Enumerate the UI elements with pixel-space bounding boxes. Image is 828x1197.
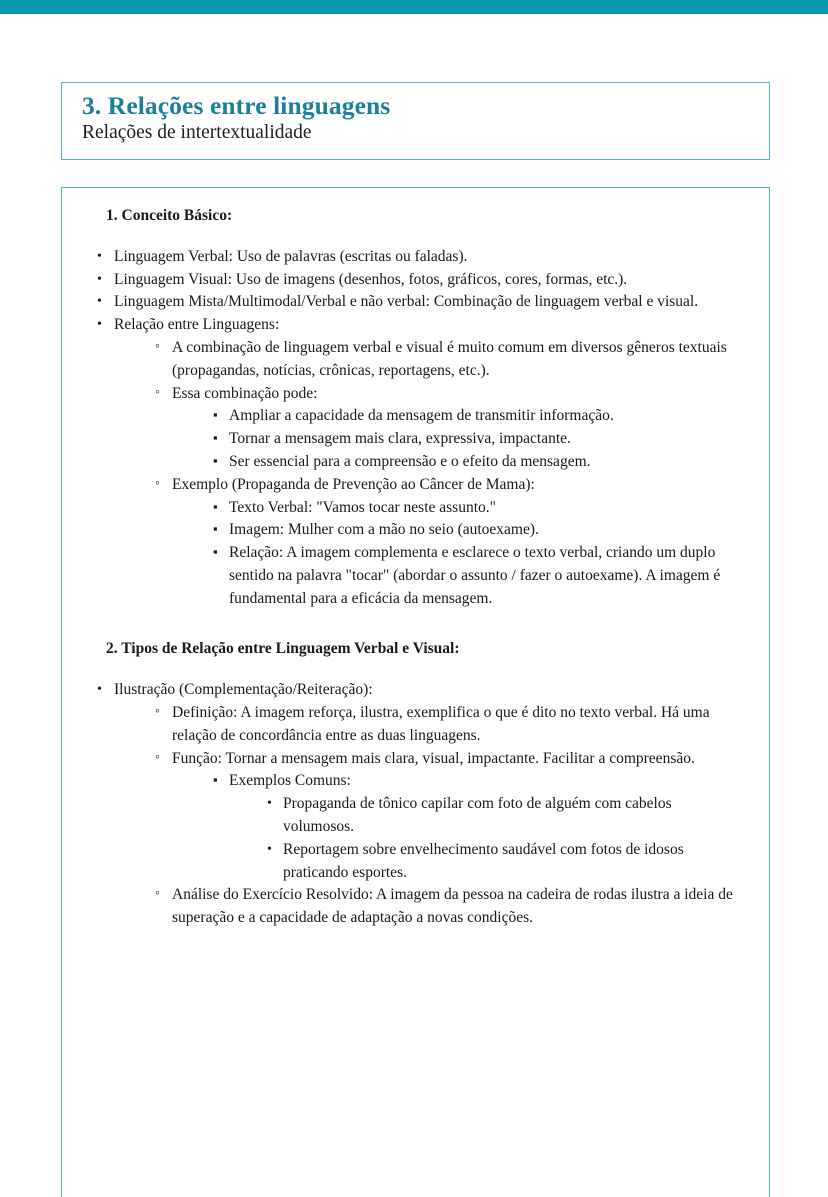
list-item	[255, 793, 745, 839]
list-item-label: Relação entre Linguagens:	[114, 316, 280, 334]
list-item	[255, 839, 745, 885]
list-item-label: Definição: A imagem reforça, ilustra, exemplifica o que é dito no texto verbal. Há uma relação de concordância entre as duas linguagens.	[172, 704, 710, 744]
list-item	[201, 428, 745, 451]
list-item-label: Ser essencial para a compreensão e o efeito da mensagem.	[229, 452, 591, 470]
list-item-row	[172, 748, 745, 771]
list-item-label: A combinação de linguagem verbal e visual é muito comum em diversos gêneros textuais (propagandas, notícias, crônicas, reportagens, etc.).	[172, 339, 727, 379]
list-item-label: Ampliar a capacidade da mensagem de transmitir informação.	[229, 407, 614, 425]
list-item-label: Propaganda de tônico capilar com foto de alguém com cabelos volumosos.	[283, 795, 672, 836]
list-item	[201, 519, 745, 542]
list-item	[143, 884, 745, 930]
top-accent-bar	[0, 0, 828, 14]
list-item	[86, 314, 745, 610]
list-item	[86, 269, 745, 292]
list-item-row	[229, 405, 745, 428]
title-card	[61, 82, 770, 160]
list-item-row	[114, 679, 745, 702]
page-subtitle: Relações de intertextualidade	[82, 122, 312, 143]
list-item-label: Tornar a mensagem mais clara, expressiva, impactante.	[229, 430, 571, 448]
list-item	[201, 542, 745, 610]
list-item-row	[114, 314, 745, 337]
list-item-label: Linguagem Verbal: Uso de palavras (escritas ou faladas).	[114, 247, 468, 265]
list-item-row	[229, 542, 745, 610]
nested-list	[143, 702, 745, 930]
section-heading-2: 2. Tipos de Relação entre Linguagem Verbal e Visual:	[106, 640, 460, 658]
list-item-label: Reportagem sobre envelhecimento saudável com fotos de idosos praticando esportes.	[283, 840, 684, 881]
section-heading-1: 1. Conceito Básico:	[106, 207, 233, 224]
list-item-row	[229, 451, 745, 474]
list-item	[143, 337, 745, 383]
list-item-row	[172, 337, 745, 383]
list-item	[143, 383, 745, 474]
list-item	[201, 497, 745, 520]
list-item-label: Função: Tornar a mensagem mais clara, visual, impactante. Facilitar a compreensão.	[172, 749, 695, 767]
list-item-label: Exemplo (Propaganda de Prevenção ao Câncer de Mama):	[172, 475, 535, 493]
list-item	[201, 770, 745, 884]
list-item-row	[229, 497, 745, 520]
list-item	[86, 246, 745, 269]
nested-list	[143, 337, 745, 610]
list-item	[201, 451, 745, 474]
list-item	[86, 679, 745, 930]
list-item	[143, 748, 745, 885]
list-item-row	[114, 291, 745, 314]
list-item-label: Exemplos Comuns:	[229, 772, 351, 790]
list-item-label: Imagem: Mulher com a mão no seio (autoexame).	[229, 521, 539, 539]
list-item-row	[114, 246, 745, 269]
section-2-list	[86, 679, 745, 930]
list-item	[86, 291, 745, 314]
list-item	[201, 405, 745, 428]
list-item-row	[172, 702, 745, 748]
list-item	[143, 474, 745, 611]
list-item-label: Análise do Exercício Resolvido: A imagem da pessoa na cadeira de rodas ilustra a ideia de superação e a capacidade de adaptação a novas condições.	[172, 886, 733, 927]
nested-list	[201, 770, 745, 884]
list-item-label: Essa combinação pode:	[172, 384, 318, 402]
list-item-row	[283, 793, 745, 839]
list-item-row	[229, 428, 745, 451]
list-item-row	[172, 474, 745, 497]
nested-list	[201, 497, 745, 611]
page-title: 3. Relações entre linguagens	[82, 91, 391, 120]
list-item-row	[114, 269, 745, 292]
list-item-row	[283, 839, 745, 885]
list-item-label: Texto Verbal: "Vamos tocar neste assunto."	[229, 498, 496, 516]
nested-list	[201, 405, 745, 473]
list-item-row	[172, 884, 745, 930]
list-item-label: Linguagem Visual: Uso de imagens (desenhos, fotos, gráficos, cores, formas, etc.).	[114, 270, 628, 288]
section-1-list	[86, 246, 745, 611]
list-item-row	[229, 770, 745, 793]
list-item-row	[172, 383, 745, 406]
list-item	[143, 702, 745, 748]
list-item-label: Ilustração (Complementação/Reiteração):	[114, 681, 373, 699]
nested-list	[255, 793, 745, 884]
list-item-label: Relação: A imagem complementa e esclarece o texto verbal, criando um duplo sentido na palavra "tocar" (abordar o assunto / fazer o autoexame). A imagem é fundamental para a eficácia da mensagem.	[229, 544, 721, 607]
content-card	[61, 187, 770, 1197]
list-item-label: Linguagem Mista/Multimodal/Verbal e não verbal: Combinação de linguagem verbal e visual.	[114, 293, 699, 311]
list-item-row	[229, 519, 745, 542]
